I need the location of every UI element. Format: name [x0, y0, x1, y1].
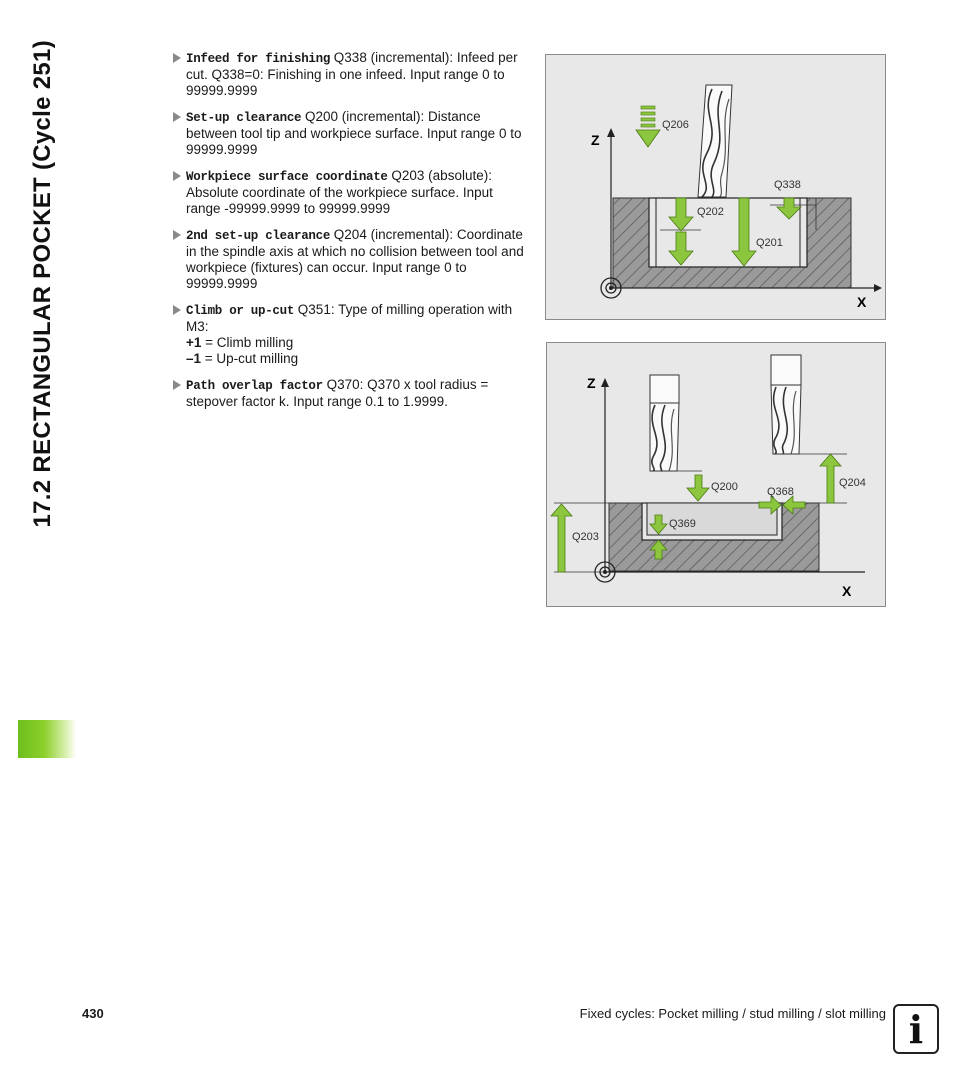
q201-label: Q201 — [756, 237, 783, 249]
option-climb: +1 = Climb milling — [186, 335, 294, 350]
x-axis-label: X — [857, 294, 867, 310]
q206-label: Q206 — [662, 119, 689, 131]
z-axis-label: Z — [591, 132, 600, 148]
bullet-arrow-icon — [173, 53, 181, 63]
param-keyword: Path overlap factor — [186, 379, 323, 393]
q206-arrow-icon — [636, 106, 660, 147]
param-2nd-setup-clearance — [172, 227, 528, 292]
q204-arrow-icon — [820, 454, 841, 503]
bullet-arrow-icon — [173, 230, 181, 240]
chapter-tab — [18, 720, 76, 758]
param-keyword: 2nd set-up clearance — [186, 229, 331, 243]
param-description: Q203 (absolute): Absolute coordinate of the workpiece surface. Input range -99999.9999 to 99999.9999 — [186, 168, 493, 216]
param-description: Q338 (incremental): Infeed per cut. Q338=0: Finishing in one infeed. Input range 0 to 99999.9999 — [186, 50, 518, 98]
q200-arrow-icon — [687, 475, 709, 501]
q200-label: Q200 — [711, 481, 738, 493]
footer-section-title: Fixed cycles: Pocket milling / stud milling / slot milling — [579, 1006, 886, 1021]
bullet-arrow-icon — [173, 171, 181, 181]
param-keyword: Infeed for finishing — [186, 52, 331, 66]
option-upcut: –1 = Up-cut milling — [186, 351, 299, 366]
z-axis-label: Z — [587, 375, 596, 391]
param-description: Q351: Type of milling operation with M3: — [186, 302, 513, 334]
param-setup-clearance — [172, 109, 528, 158]
q203-arrow-icon — [551, 504, 572, 572]
bullet-arrow-icon — [173, 380, 181, 390]
x-axis-label: X — [842, 583, 852, 599]
bullet-arrow-icon — [173, 112, 181, 122]
param-workpiece-surface — [172, 168, 528, 217]
q204-label: Q204 — [839, 477, 866, 489]
param-description: Q204 (incremental): Coordinate in the spindle axis at which no collision between tool and workpiece (fixtures) can occur. Input range 0 to 99999.9999 — [186, 227, 524, 291]
param-description: Q370: Q370 x tool radius = stepover factor k. Input range 0.1 to 1.9999. — [186, 377, 489, 409]
bullet-arrow-icon — [173, 305, 181, 315]
param-keyword: Climb or up-cut — [186, 304, 295, 318]
param-climb-upcut — [172, 302, 528, 367]
param-path-overlap — [172, 377, 528, 410]
q338-label: Q338 — [774, 179, 801, 191]
figure-infeed-diagram — [545, 54, 886, 320]
page-number: 430 — [82, 1006, 104, 1021]
parameter-list — [172, 50, 528, 420]
q368-label: Q368 — [767, 486, 794, 498]
end-mill-tool-icon — [650, 375, 679, 471]
param-description: Q200 (incremental): Distance between tool tip and workpiece surface. Input range 0 to 99999.9999 — [186, 109, 522, 157]
q369-label: Q369 — [669, 518, 696, 530]
q203-label: Q203 — [572, 531, 599, 543]
param-keyword: Workpiece surface coordinate — [186, 170, 388, 184]
param-infeed-finishing — [172, 50, 528, 99]
param-keyword: Set-up clearance — [186, 111, 302, 125]
chapter-title — [14, 40, 72, 600]
end-mill-tool-icon — [698, 85, 732, 197]
figure-clearance-diagram — [546, 342, 886, 607]
end-mill-tool-icon — [771, 355, 801, 454]
info-icon: i — [893, 1004, 939, 1054]
chapter-title-text: 17.2 RECTANGULAR POCKET (Cycle 251) — [29, 40, 56, 528]
q202-label: Q202 — [697, 206, 724, 218]
